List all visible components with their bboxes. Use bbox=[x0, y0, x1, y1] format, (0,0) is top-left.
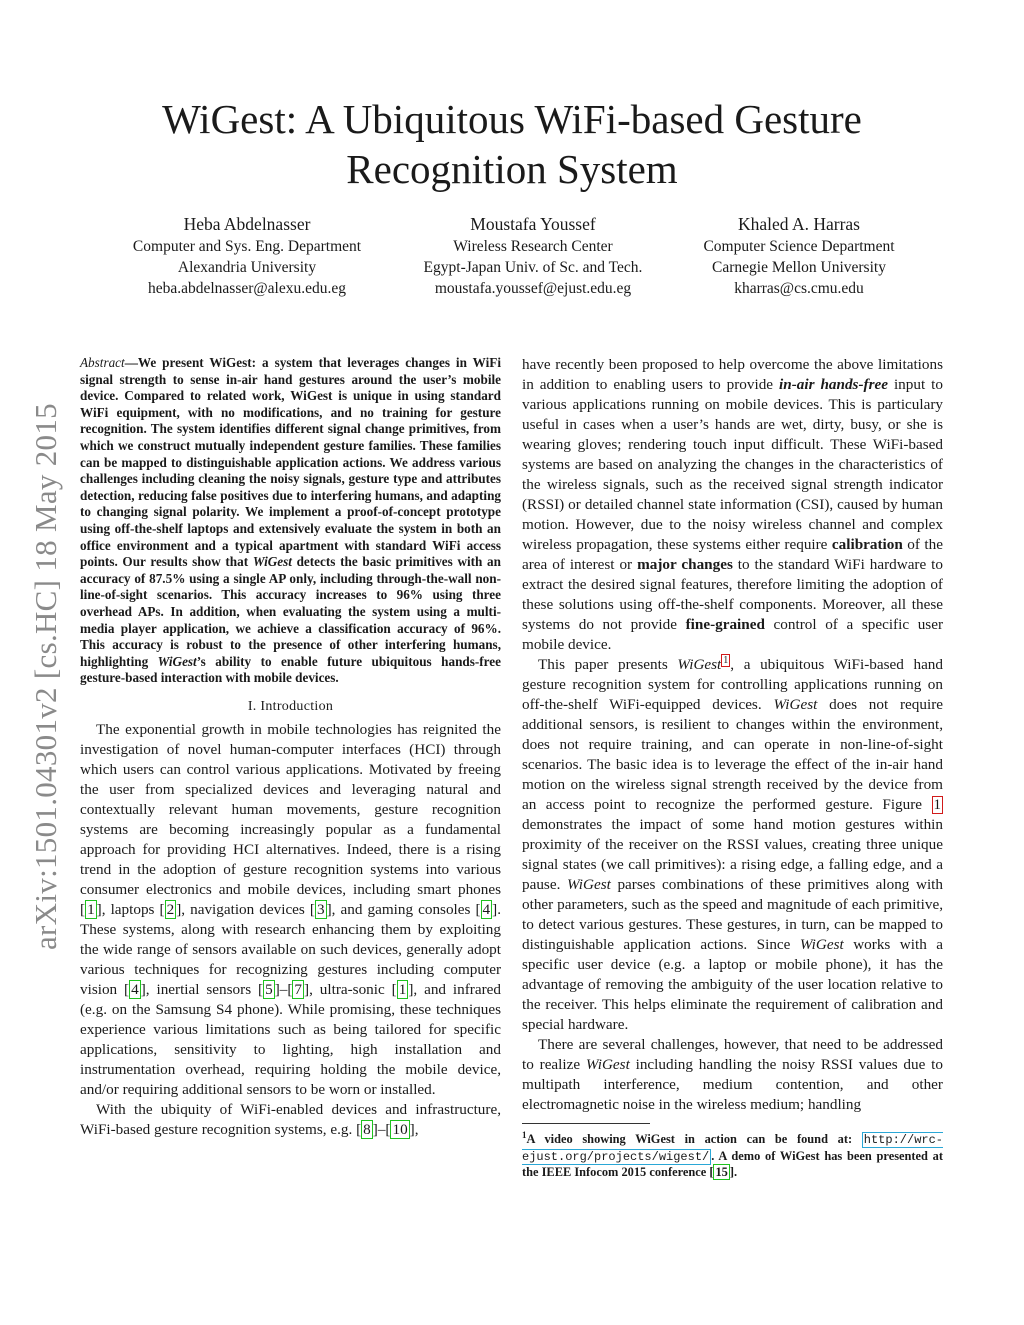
paragraph-text: control of a specific user mobile device. bbox=[522, 616, 944, 653]
right-column bbox=[522, 355, 943, 1181]
left-column bbox=[80, 355, 501, 1140]
footnote-mark: 1 bbox=[522, 1130, 527, 1140]
author-1 bbox=[92, 213, 402, 299]
emphasis: calibration bbox=[831, 536, 903, 553]
footnote-text: ]. bbox=[729, 1165, 738, 1180]
abstract-system-name: WiGest bbox=[252, 554, 292, 570]
paragraph-text: , and infrared (e.g. on the Samsung S4 phone). While promising, these techniques experience various limitations such as being tailored for specific applications, sensitivity to lighting, high installation and instrumentation overhead, requiring holding the mobile device, and/or requiring additional sensors to be worn or installed. bbox=[80, 980, 501, 1098]
paragraph-text: demonstrates the impact of some hand motion gestures within proximity of the receiver on the RSSI values, creating three unique signal states (we call primitives): a rising edge, a falling edge, and a pause. bbox=[522, 816, 943, 893]
footnote-link[interactable]: 1 bbox=[723, 654, 729, 666]
paragraph-text: does not require additional sensors, is resilient to changes within the environment, does not require training, and can operate in non-line-of-sight scenarios. The basic idea is to leverage the effect of the in-air hand motion on the wireless signal strength received by the device from an access point to recognize the performed gesture. Figure bbox=[522, 696, 943, 813]
abstract-label: Abstract bbox=[80, 355, 125, 370]
footnote bbox=[522, 1128, 943, 1181]
author-name: Heba Abdelnasser bbox=[183, 214, 311, 234]
paragraph-text: works with a specific user device (e.g. a laptop or mobile phone), it has the advantage of removing the ambiguity of the user location relative to the receiver. This helps eliminate the requirement of calibration and special hardware. bbox=[522, 936, 943, 1033]
paragraph-text: , ultra-sonic bbox=[309, 980, 392, 998]
paragraph-text: have recently been proposed to help overcome the above limitations in addition to enabling users to provide bbox=[522, 356, 943, 393]
paragraph-text: input to various applications running on mobile devices. This is particulary useful in cases when a user’s hands are wet, dirty, busy, or she is wearing gloves; rendering touch input difficult. These WiFi-based systems are based on analyzing the changes in the characteristics of the wireless signals, such as the received signal strength indicator (RSSI) or detailed channel state information (CSI), caused by human motion. However, due to the noisy wireless channel and complex wireless propagation, these systems either require bbox=[522, 376, 943, 553]
paragraph-text: With the ubiquity of WiFi-enabled devices and infrastructure, WiFi-based gesture recognition systems, e.g. bbox=[80, 1100, 501, 1138]
paragraph-text: of the area of interest or bbox=[522, 536, 943, 573]
range-dash: – bbox=[279, 980, 288, 998]
citation-link[interactable]: 15 bbox=[715, 1165, 728, 1180]
citation-link[interactable]: 7 bbox=[294, 980, 303, 998]
author-affiliation: Alexandria University bbox=[177, 259, 317, 276]
author-affiliation: Carnegie Mellon University bbox=[712, 259, 886, 276]
footnote-rule bbox=[522, 1123, 650, 1124]
paragraph-text: , bbox=[414, 1120, 419, 1138]
abstract-dash: — bbox=[124, 355, 138, 370]
system-name: WiGest bbox=[799, 936, 844, 953]
right-paragraph-1 bbox=[522, 355, 943, 655]
paragraph-text: , inertial sensors bbox=[145, 980, 259, 998]
system-name: WiGest bbox=[566, 876, 611, 893]
citation-link[interactable]: 1 bbox=[398, 980, 407, 998]
system-name: WiGest bbox=[677, 656, 722, 673]
emphasis: in-air hands-free bbox=[779, 376, 888, 393]
paragraph-text: The exponential growth in mobile technologies has reignited the investigation of novel human-computer interfaces (HCI) through which users can control various applications. Motivated by freeing the user from specialized devices and leveraging natural and contextually relevant human movements, gesture recognition systems are becoming increasingly popular as a fundamental approach for providing HCI alternatives. Indeed, there is a rising trend in the adoption of gesture recognition systems into various consumer electronics and mobile devices, including smart phones bbox=[80, 720, 501, 898]
abstract bbox=[80, 355, 501, 687]
paragraph-text: . These systems, along with research enhancing them by exploiting the wide range of sensors available on such devices, generally adopt various techniques for recognizing gestures including computer vision bbox=[80, 900, 501, 998]
emphasis: major changes bbox=[637, 556, 733, 573]
author-3 bbox=[664, 213, 934, 299]
footnote-text: . A demo of WiGest has been presented at the IEEE Infocom 2015 conference [ bbox=[522, 1148, 943, 1180]
author-email: moustafa.youssef@ejust.edu.eg bbox=[434, 280, 632, 297]
paragraph-text: This paper presents bbox=[538, 656, 678, 673]
intro-paragraph-2: With the ubiquity of WiFi-enabled devices and infrastructure, WiFi-based gesture recognition systems, e.g. [ 8 ]–[ 10 ], bbox=[80, 1100, 501, 1138]
author-email: kharras@cs.cmu.edu bbox=[734, 280, 864, 297]
paragraph-text: There are several challenges, however, that need to be addressed to realize bbox=[522, 1036, 943, 1073]
abstract-text: ’s ability to enable future ubiquitous hands-free gesture-based interaction with mobile devices. bbox=[80, 653, 501, 686]
author-2 bbox=[378, 213, 688, 299]
paragraph-text: including handling the noisy RSSI values due to multipath interference, medium contention, and other electromagnetic noise in the wireless medium; handling bbox=[522, 1056, 943, 1113]
author-name: Khaled A. Harras bbox=[738, 214, 860, 234]
paragraph-text: to the standard WiFi hardware to extract the desired signal features, therefore limiting the adoption of these solutions using off-the-shelf components. Moreover, all these systems do not provide bbox=[522, 556, 943, 633]
citation-link[interactable]: 8 bbox=[363, 1120, 371, 1138]
paragraph-text: , a ubiquitous WiFi-based hand gesture recognition system for controlling applications running on off-the-shelf WiFi-equipped devices. bbox=[522, 656, 943, 713]
citation-link[interactable]: 4 bbox=[482, 900, 491, 918]
author-name: Moustafa Youssef bbox=[470, 214, 596, 234]
system-name: WiGest bbox=[773, 696, 818, 713]
paper-title: WiGest: A Ubiquitous WiFi-based Gesture Recognition System bbox=[162, 96, 862, 192]
citation-link[interactable]: 10 bbox=[392, 1120, 408, 1138]
emphasis: fine-grained bbox=[685, 616, 765, 633]
author-department: Computer Science Department bbox=[703, 238, 895, 255]
section-heading-introduction: I. Introduction bbox=[247, 698, 334, 714]
abstract-text: detects the basic primitives with an accuracy of 87.5% using a single AP only, including through-the-wall non-line-of-sight scenarios. This accuracy increases to 96% using three overhead APs. In addition, when evaluating the system using a multi-media player application, we achieve a classification accuracy of 96%. This accuracy is robust to the presence of other interfering humans, highlighting bbox=[80, 554, 501, 669]
abstract-text: We present WiGest: a system that leverages changes in WiFi signal strength to sense in-air hand gestures around the user’s mobile device. Compared to related work, WiGest is unique in using standard WiFi equipment, with no modifications, and no training for gesture recognition. The system identifies different signal change primitives, from which we construct mutually independent gesture families. These families can be mapped to distinguishable application actions. We address various challenges including cleaning the noisy signals, gesture type and attributes detection, reducing false positives due to interfering humans, and adapting to changing signal polarity. We implement a proof-of-concept prototype using off-the-shelf laptops and extensively evaluate the system in both an office environment and a typical apartment with standard WiFi access points. Our results show that bbox=[80, 355, 501, 570]
footnote-text: A video showing WiGest in action can be found at: bbox=[526, 1132, 862, 1147]
right-paragraph-2 bbox=[522, 655, 943, 1035]
paragraph-text: , laptops bbox=[101, 900, 160, 918]
intro-paragraph-1: The exponential growth in mobile technologies has reignited the investigation of novel human-computer interfaces (HCI) through which users can control various applications. Motivated by freeing the user from specialized devices and leveraging natural and contextually relevant human movements, gesture recognition systems are becoming increasingly popular as a fundamental approach for providing HCI alternatives. Indeed, there is a rising trend in the adoption of gesture recognition systems into various consumer electronics and mobile devices, including smart phones [ 1 ], laptops [ 2 ], navigation devices [ 3 ], and gaming consoles [ 4 ]. These systems, along with research enhancing them by exploiting the wide range of sensors available on such devices, generally adopt various techniques for recognizing gestures including computer vision [ 4 ], inertial sensors [ 5 ]–[ 7 ], ultra-sonic [ 1 ], and infrared (e.g. on the Samsung S4 phone). While promising, these techniques experience various limitations such as being tailored for specific applications, sensitivity to lighting, high installation and instrumentation overhead, requiring holding the mobile device, and/or requiring additional sensors to be worn or installed. bbox=[80, 720, 501, 1098]
author-department: Computer and Sys. Eng. Department bbox=[132, 238, 362, 255]
system-name: WiGest bbox=[585, 1056, 630, 1073]
citation-link[interactable]: 5 bbox=[265, 980, 273, 998]
author-email: heba.abdelnasser@alexu.edu.eg bbox=[147, 280, 347, 297]
citation-link[interactable]: 4 bbox=[131, 980, 139, 998]
citation-link[interactable]: 1 bbox=[87, 900, 95, 918]
right-paragraph-3 bbox=[522, 1035, 943, 1115]
paragraph-text: , navigation devices bbox=[181, 900, 310, 918]
author-department: Wireless Research Center bbox=[453, 238, 613, 255]
figure-link[interactable]: 1 bbox=[933, 797, 941, 813]
arxiv-identifier: arXiv:1501.04301v2 [cs.HC] 18 May 2015 bbox=[28, 403, 63, 950]
footnote-url-link[interactable]: http://wrc-ejust.org/projects/wigest/ bbox=[522, 1133, 943, 1164]
paragraph-text: , and gaming consoles bbox=[331, 900, 476, 918]
author-affiliation: Egypt-Japan Univ. of Sc. and Tech. bbox=[423, 259, 643, 276]
citation-link[interactable]: 3 bbox=[316, 900, 325, 918]
range-dash: – bbox=[377, 1120, 386, 1138]
paragraph-text: parses combinations of these primitives along with other parameters, such as the speed and magnitude of each primitive, to detect various gestures. These gestures, in turn, can be mapped to distinguishable application actions. Since bbox=[522, 876, 943, 953]
citation-link[interactable]: 2 bbox=[166, 900, 175, 918]
abstract-system-name: WiGest bbox=[157, 653, 197, 669]
